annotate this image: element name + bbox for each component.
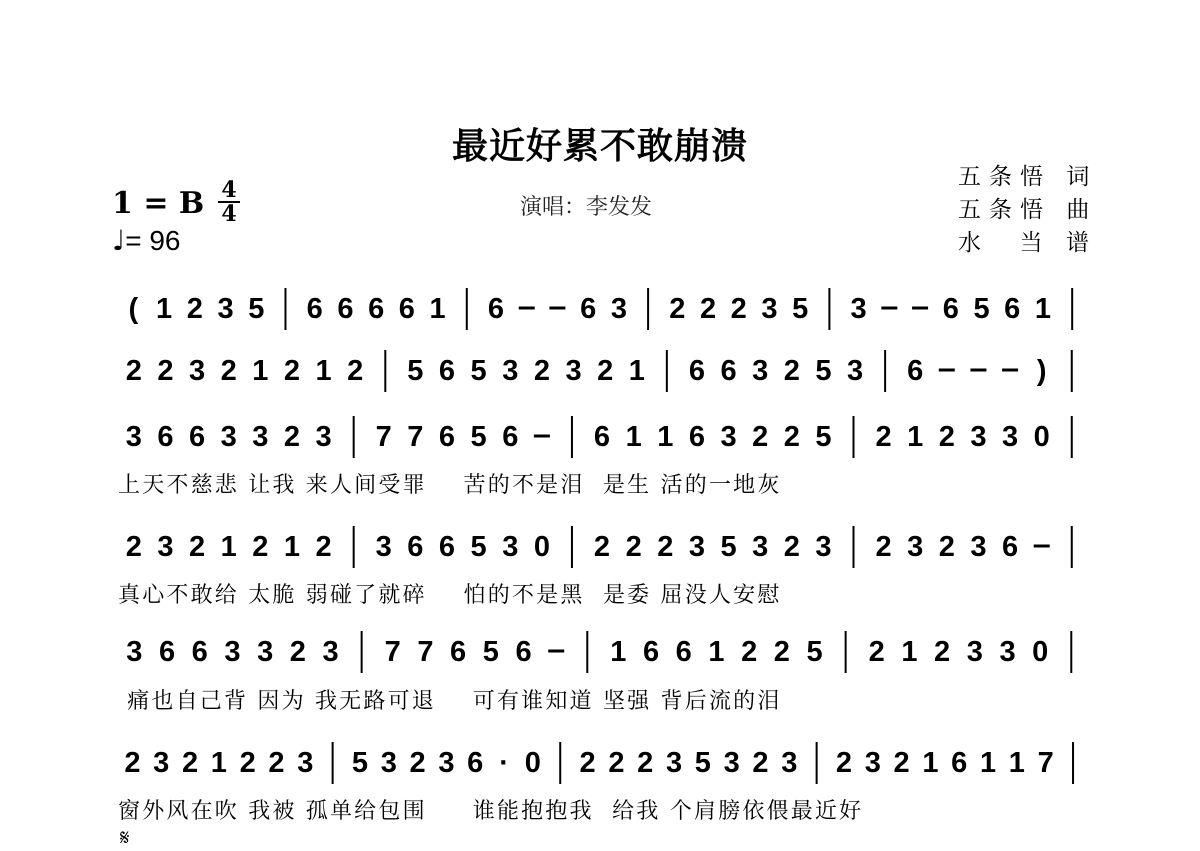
score-note: 6: [158, 636, 176, 668]
score-note: 5: [248, 293, 265, 325]
score-note: 6: [642, 636, 660, 668]
score-note: 3: [217, 293, 234, 325]
score-note: 6: [306, 293, 323, 325]
score-note: 3: [380, 747, 397, 779]
score-note: ·: [499, 747, 509, 779]
score-note: 1: [901, 636, 918, 668]
score-note: 3: [688, 531, 705, 563]
score-note: 2: [625, 531, 642, 563]
score-note: 5: [470, 531, 487, 563]
key-signature: 1 = B: [112, 186, 205, 221]
quarter-note-icon: ♩: [112, 224, 126, 257]
score-note: 2: [593, 531, 611, 563]
score-note: 6: [189, 421, 206, 453]
score-note: 3: [970, 531, 987, 563]
score-note: 1: [283, 531, 301, 563]
score-note: 6: [191, 636, 208, 668]
score-note: 1: [156, 293, 173, 325]
score-note: 2: [699, 293, 717, 325]
score-note: 6: [368, 293, 385, 325]
score-note: 2: [220, 355, 237, 387]
score-note: 2: [868, 636, 885, 668]
score-note: 2: [752, 747, 769, 779]
score-note: 5: [806, 636, 823, 668]
score-note: 6: [593, 421, 611, 453]
score-note: 3: [125, 421, 142, 453]
score-note: 6: [502, 421, 519, 453]
score-note: 2: [125, 355, 142, 387]
score-note: 3: [252, 421, 269, 453]
score-note: 2: [189, 531, 206, 563]
score-note: 1: [1034, 293, 1052, 325]
lyrics-line-4: 窗外风在吹 我被 孤单给包围 谁能抱抱我 给我 个肩膀依偎最近好: [118, 799, 864, 824]
score-note: 2: [637, 747, 654, 779]
credit-name: 五条悟: [958, 164, 1051, 190]
score-note: 6: [450, 636, 467, 668]
score-note: 3: [610, 293, 627, 325]
score-note: 6: [467, 747, 484, 779]
score-note: 2: [268, 747, 285, 779]
credit-name: 五条悟: [958, 197, 1051, 223]
score-note: 6: [407, 531, 424, 563]
score-note: 2: [533, 355, 550, 387]
score-note: 5: [470, 355, 487, 387]
tempo-value: = 96: [125, 225, 181, 256]
score-note: 5: [720, 531, 737, 563]
score-note: 6: [688, 421, 705, 453]
score-note: 6: [438, 355, 456, 387]
score-note: 6: [688, 355, 705, 387]
score-note: 3: [665, 747, 683, 779]
score-note: 2: [752, 421, 769, 453]
lyrics-line-3: 痛也自己背 因为 我无路可退 可有谁知道 坚强 背后流的泪: [118, 689, 782, 714]
score-note: 2: [289, 636, 306, 668]
score-note: 6: [398, 293, 415, 325]
score-note: (: [128, 293, 139, 325]
score-note: 6: [675, 636, 692, 668]
score-note: 3: [847, 355, 864, 387]
score-note: 3: [761, 293, 778, 325]
score-note: 2: [579, 747, 596, 779]
score-note: 3: [565, 355, 582, 387]
score-note: 6: [438, 531, 456, 563]
score-note: 3: [907, 531, 924, 563]
score-note: 3: [752, 531, 769, 563]
credit-role: 谱: [1065, 230, 1097, 256]
score-note: 1: [429, 293, 446, 325]
score-note: 7: [375, 421, 392, 453]
time-signature-bottom: 4: [221, 201, 237, 227]
score-note: 3: [502, 355, 519, 387]
score-note: 3: [781, 747, 798, 779]
score-note: 5: [815, 421, 832, 453]
score-note: 1: [708, 636, 725, 668]
score-note: 2: [181, 747, 199, 779]
score-note: 2: [783, 421, 800, 453]
score-note: 5: [407, 355, 424, 387]
score-note: 2: [283, 355, 301, 387]
score-note: 2: [669, 293, 686, 325]
score-note: 6: [580, 293, 597, 325]
score-note: 3: [438, 747, 455, 779]
score-note: 2: [608, 747, 625, 779]
credit-role: 曲: [1066, 197, 1098, 223]
score-note: 6: [720, 355, 737, 387]
score-note: 5: [694, 747, 711, 779]
score-note: 5: [482, 636, 499, 668]
score-note: 5: [792, 293, 809, 325]
score-note: 6: [515, 636, 532, 668]
score-note: 2: [657, 531, 674, 563]
score-note: 3: [257, 636, 274, 668]
score-note: 2: [597, 355, 614, 387]
score-note: 0: [524, 747, 541, 779]
score-note: 2: [315, 531, 332, 563]
score-note: 2: [186, 293, 203, 325]
score-note: 5: [470, 421, 487, 453]
score-note: 0: [1033, 421, 1050, 453]
score-note: 6: [942, 293, 959, 325]
score-note: 1: [922, 747, 939, 779]
credit-role: 词: [1066, 164, 1098, 190]
score-note: 2: [239, 747, 256, 779]
score-note: 1: [979, 747, 997, 779]
score-note: 2: [730, 293, 747, 325]
score-note: 3: [157, 531, 174, 563]
score-note: 6: [487, 293, 505, 325]
score-note: 5: [973, 293, 990, 325]
score-note: 6: [337, 293, 354, 325]
score-note: 6: [1002, 531, 1019, 563]
score-note: 2: [934, 636, 951, 668]
score-note: 3: [966, 636, 983, 668]
score-note: 7: [1037, 747, 1054, 779]
score-note: 1: [252, 355, 269, 387]
score-note: 1: [610, 636, 627, 668]
score-note: 3: [970, 421, 987, 453]
score-note: 2: [783, 531, 800, 563]
score-note: 1: [1008, 747, 1025, 779]
score-note: 3: [850, 293, 867, 325]
score-note: 1: [907, 421, 924, 453]
score-note: 2: [893, 747, 910, 779]
score-note: 3: [297, 747, 314, 779]
score-note: 3: [153, 747, 170, 779]
credit-name: 水 当: [958, 230, 1051, 256]
score-note: 1: [210, 747, 227, 779]
score-note: 6: [1004, 293, 1021, 325]
score-note: 5: [351, 747, 369, 779]
score-note: 5: [815, 355, 832, 387]
score-note: 2: [124, 747, 141, 779]
score-note: 7: [407, 421, 424, 453]
score-note: 6: [907, 355, 924, 387]
score-note: 1: [220, 531, 237, 563]
score-note: 3: [999, 636, 1016, 668]
score-note: 2: [875, 421, 892, 453]
segno-sign: 𝄋: [120, 826, 130, 851]
score-note: 3: [189, 355, 206, 387]
score-note: 3: [315, 421, 332, 453]
lyrics-line-1: 上天不慈悲 让我 来人间受罪 苦的不是泪 是生 活的一地灰: [118, 473, 782, 498]
score-note: 3: [864, 747, 881, 779]
score-note: 2: [783, 355, 800, 387]
song-title: 最近好累不敢崩溃: [451, 126, 748, 167]
score-note: 2: [773, 636, 790, 668]
score-note: 3: [220, 421, 237, 453]
score-note: 2: [938, 531, 955, 563]
score-note: 3: [224, 636, 241, 668]
score-note: 2: [938, 421, 955, 453]
score-note: 6: [438, 421, 456, 453]
lyrics-line-2: 真心不敢给 太脆 弱碰了就碎 怕的不是黑 是委 屈没人安慰: [118, 583, 782, 608]
score-note: 6: [157, 421, 174, 453]
score-note: 2: [283, 421, 301, 453]
score-note: 2: [741, 636, 758, 668]
score-note: 7: [384, 636, 401, 668]
score-note: 3: [815, 531, 832, 563]
score-note: 2: [835, 747, 853, 779]
score-note: 3: [723, 747, 740, 779]
score-note: 3: [322, 636, 339, 668]
score-note: 2: [347, 355, 364, 387]
score-note: 2: [252, 531, 269, 563]
score-note: 3: [126, 636, 143, 668]
score-note: 1: [625, 421, 642, 453]
score-note: 2: [409, 747, 426, 779]
score-note: 7: [417, 636, 434, 668]
score-note: 1: [657, 421, 674, 453]
score-note: 2: [125, 531, 142, 563]
score-note: ): [1036, 355, 1047, 387]
score-note: 0: [1032, 636, 1049, 668]
score-note: 3: [502, 531, 519, 563]
score-note: 3: [1002, 421, 1019, 453]
score-note: 6: [951, 747, 968, 779]
score-note: 1: [315, 355, 332, 387]
score-note: 0: [533, 531, 550, 563]
singer-credit: 演唱：李发发: [520, 195, 653, 220]
score-note: 3: [720, 421, 737, 453]
time-signature-top: 4: [221, 177, 237, 203]
score-note: 3: [375, 531, 392, 563]
score-note: 2: [157, 355, 174, 387]
score-note: 3: [752, 355, 769, 387]
score-note: 1: [628, 355, 645, 387]
score-note: 2: [875, 531, 892, 563]
